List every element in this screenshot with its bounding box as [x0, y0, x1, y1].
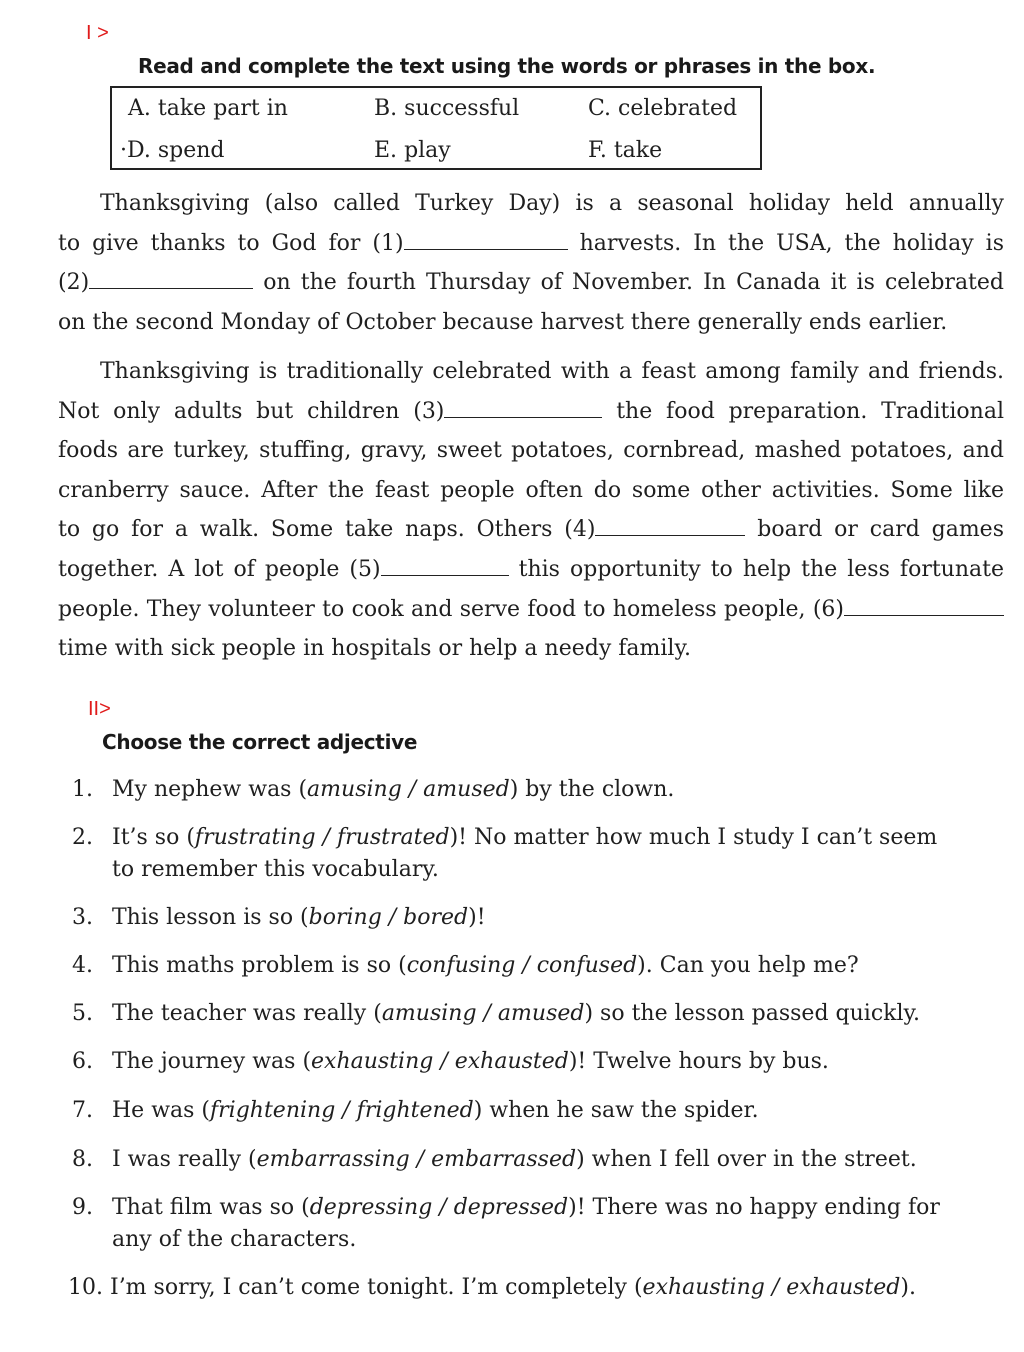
paragraph-line: foods are turkey, stuffing, gravy, sweet potatoes, cornbread, mashed potatoes, and [58, 438, 1004, 464]
adjective-options[interactable]: boring / bored [308, 905, 469, 930]
section-2-heading: Choose the correct adjective [102, 730, 418, 754]
adjective-options[interactable]: frustrating / frustrated [194, 825, 450, 850]
paragraph-line: to go for a walk. Some take naps. Others (4) board or card games [58, 510, 1004, 550]
item-number: 5. [72, 1001, 93, 1026]
item-number: 7. [72, 1098, 93, 1123]
item-number: 2. [72, 825, 93, 850]
paragraph-line: Thanksgiving is traditionally celebrated with a feast among family and friends. [100, 359, 1004, 384]
paragraph-line: on the second Monday of October because harvest there generally ends earlier. [58, 309, 948, 335]
blank-2[interactable] [89, 266, 253, 289]
paragraph-line: people. They volunteer to cook and serve food to homeless people, (6) [58, 590, 1004, 630]
paragraph-line: Thanksgiving (also called Turkey Day) is a seasonal holiday held annually [100, 191, 1004, 216]
item-number: 3. [72, 905, 93, 930]
section-1-heading: Read and complete the text using the words or phrases in the box. [138, 54, 876, 78]
item-number: 9. [72, 1195, 93, 1220]
blank-4[interactable] [595, 513, 745, 536]
item-number: 10. [68, 1275, 103, 1300]
paragraph-line: time with sick people in hospitals or help a needy family. [58, 636, 691, 662]
item-number: 6. [72, 1049, 93, 1074]
item-text: It’s so (frustrating / frustrated)! No matter how much I study I can’t seem to remember this vocabulary. [112, 825, 938, 882]
blank-6[interactable] [844, 593, 1004, 616]
item-text: The teacher was really (amusing / amused) so the lesson passed quickly. [112, 1001, 921, 1026]
adjective-options[interactable]: confusing / confused [406, 953, 638, 978]
paragraph-line: Not only adults but children (3) the food preparation. Traditional [58, 392, 1004, 432]
paragraph-line: (2) on the fourth Thursday of November. In Canada it is celebrated [58, 263, 1004, 303]
word-box [110, 86, 762, 170]
adjective-options[interactable]: exhausting / exhausted [311, 1049, 569, 1074]
paragraph-2 [58, 352, 1004, 669]
item-text: The journey was (exhausting / exhausted)! Twelve hours by bus. [112, 1049, 829, 1074]
paragraph-1 [58, 184, 1004, 342]
paragraph-line: to give thanks to God for (1) harvests. In the USA, the holiday is [58, 224, 1004, 264]
blank-3[interactable] [444, 395, 602, 418]
item-text: This maths problem is so (confusing / confused). Can you help me? [112, 953, 859, 978]
paragraph-line: cranberry sauce. After the feast people often do some other activities. Some like [58, 477, 1004, 503]
adjective-options[interactable]: depressing / depressed [309, 1195, 569, 1220]
section-2-label: II> [88, 698, 111, 720]
item-text: My nephew was (amusing / amused) by the clown. [112, 777, 675, 802]
blank-1[interactable] [404, 227, 568, 250]
item-number: 4. [72, 953, 93, 978]
word-option-a: A. take part in [128, 96, 288, 121]
adjective-options[interactable]: amusing / amused [307, 777, 510, 802]
adjective-options[interactable]: exhausting / exhausted [642, 1275, 901, 1300]
adjective-options[interactable]: frightening / frightened [210, 1098, 474, 1123]
word-option-e: E. play [374, 138, 451, 163]
blank-5[interactable] [381, 553, 509, 576]
word-option-c: C. celebrated [588, 96, 738, 121]
item-text: I was really (embarrassing / embarrassed) when I fell over in the street. [112, 1147, 917, 1172]
word-option-b: B. successful [374, 96, 520, 121]
word-option-d: ·D. spend [120, 138, 225, 163]
word-option-f: F. take [588, 138, 663, 163]
adjective-options[interactable]: amusing / amused [381, 1001, 585, 1026]
section-1-label: I > [86, 22, 109, 44]
item-text: This lesson is so (boring / bored)! [112, 905, 486, 930]
item-number: 8. [72, 1147, 93, 1172]
item-text: That film was so (depressing / depressed)! There was no happy ending for any of the characters. [112, 1195, 940, 1252]
item-text: He was (frightening / frightened) when he saw the spider. [112, 1098, 759, 1123]
item-text: I’m sorry, I can’t come tonight. I’m completely (exhausting / exhausted). [110, 1275, 916, 1300]
paragraph-line: together. A lot of people (5) this opportunity to help the less fortunate [58, 550, 1004, 590]
adjective-options[interactable]: embarrassing / embarrassed [256, 1147, 577, 1172]
item-number: 1. [72, 777, 93, 802]
